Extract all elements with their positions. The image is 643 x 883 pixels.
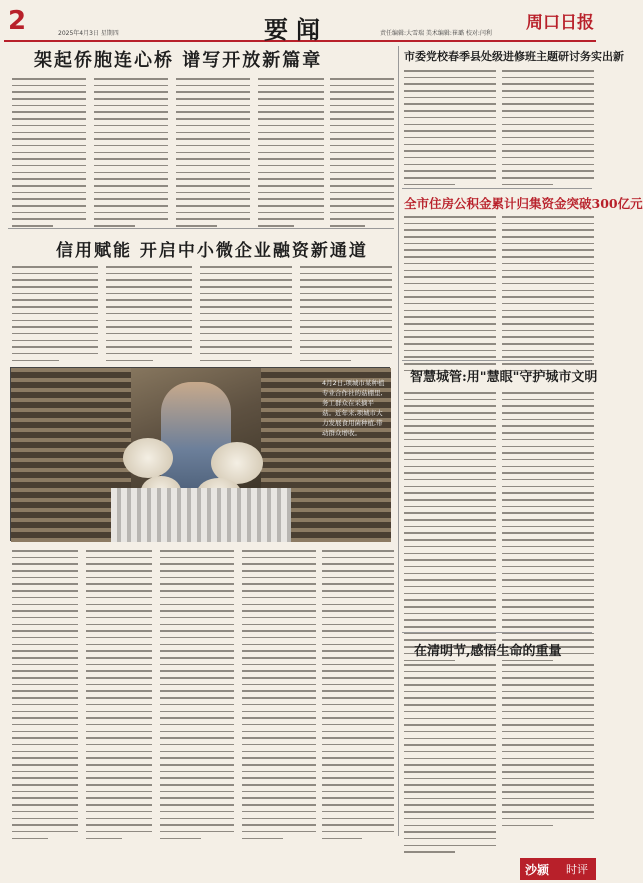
article-body (404, 70, 496, 190)
side-top-headline: 市委党校春季县处级进修班主题研讨务实出新 (404, 50, 624, 63)
column-divider (398, 46, 399, 836)
article-body (12, 78, 86, 232)
side-bottom-headline: 在清明节,感悟生命的重量 (414, 644, 562, 659)
article-body (502, 70, 594, 190)
page-header (4, 4, 596, 42)
article-body (502, 216, 594, 377)
article-body (176, 78, 250, 232)
article-body (404, 216, 496, 377)
article-body (86, 550, 152, 844)
editors-line: 责任编辑:大雪瑞 美术编辑:崔璐 校对:闫利 (380, 30, 492, 37)
article-body (300, 266, 392, 366)
article-body (12, 550, 78, 844)
article-body (258, 78, 324, 232)
photo-caption: 4月2日,项城市某种植专业合作社的菇棚里,务工群众在采摘平菇。近年来,项城市大力发展食用菌种植,带动群众增收。 (322, 379, 385, 437)
article-body (404, 664, 496, 858)
side-city-headline: 智慧城管:用"慧眼"守护城市文明 (410, 370, 598, 385)
article-body (106, 266, 192, 366)
article-body (330, 78, 394, 232)
article-body (502, 392, 594, 666)
article-body (12, 266, 98, 366)
article-body (322, 550, 394, 844)
article-body (502, 664, 594, 831)
top-headline: 架起侨胞连心桥 谱写开放新篇章 (34, 50, 323, 71)
article-body (200, 266, 292, 366)
newspaper-logo: 周口日报 (526, 13, 594, 33)
article-body (242, 550, 316, 844)
article-body (94, 78, 168, 232)
section-title: 要闻 (264, 15, 328, 44)
side-mid-headline: 全市住房公积金累计归集资金突破300亿元 (404, 196, 643, 211)
column-badge: 沙颍 (525, 863, 550, 877)
article-body (160, 550, 234, 844)
column-label: 时评 (566, 863, 588, 876)
finance-headline: 信用赋能 开启中小微企业融资新通道 (56, 241, 368, 261)
article-body (404, 392, 496, 666)
page-number: 2 (8, 6, 27, 36)
issue-date: 2025年4月3日 星期四 (58, 30, 119, 37)
